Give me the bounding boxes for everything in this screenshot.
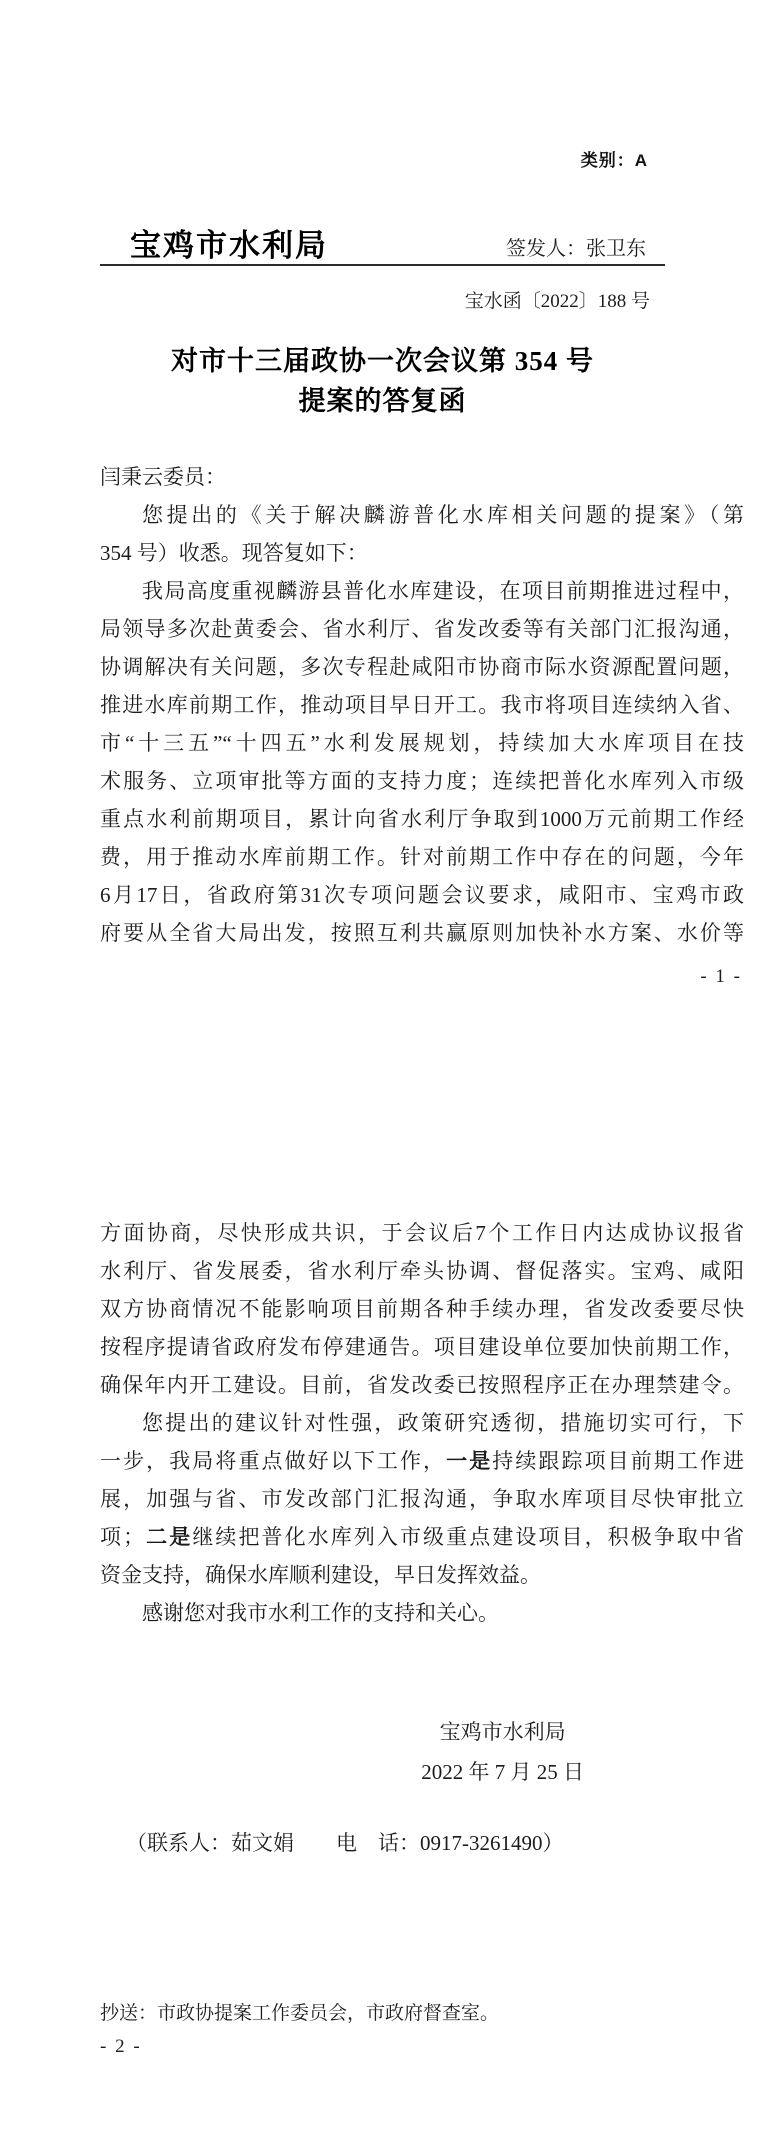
body-text: 资金支持，确保水库顺利建设，早日发挥效益。 [100,1563,541,1587]
title-line-1: 对市十三届政协一次会议第 354 号 [171,346,594,376]
document-number: 宝水函〔2022〕188 号 [464,291,650,312]
title-line-2: 提案的答复函 [298,386,467,416]
body-text: 市“十三五”“十四五”水利发展规划，持续加大水库项目在技 [100,731,744,755]
body-text: 我局高度重视麟游县普化水库建设，在项目前期推进过程中， [142,579,744,603]
body-text: 协调解决有关问题，多次专程赴咸阳市协商市际水资源配置问题， [100,655,744,679]
body-line [100,762,744,800]
body-line [100,876,744,914]
cc-line: 抄送：市政协提案工作委员会，市政府督查室。 [100,2003,500,2024]
signature-agency: 宝鸡市水利局 [439,1720,566,1744]
body-text: 感谢您对我市水利工作的支持和关心。 [142,1601,499,1625]
body-line [100,1594,744,1632]
body-text: 方面协商，尽快形成共识，于会议后7个工作日内达成协议报省 [100,1221,744,1245]
body-text: 一步，我局将重点做好以下工作， [100,1449,447,1473]
category-label: 类别：A [580,151,648,170]
body-line [100,1404,744,1442]
body-text: 展，加强与省、市发改部门汇报沟通，争取水库项目尽快审批立 [100,1487,744,1511]
document-title [100,341,665,421]
issuer-label: 签发人：张卫东 [506,238,646,260]
page1-number: - 1 - [700,966,742,987]
page2-number: - 2 - [100,2036,142,2057]
body-line [100,534,744,572]
body-line [100,1328,744,1366]
body-line [100,572,744,610]
body-line [100,838,744,876]
contact-line: （联系人：茹文娟 电 话：0917-3261490） [126,1831,564,1855]
agency-name: 宝鸡市水利局 [130,228,328,263]
body-text: 持续跟踪项目前期工作进 [492,1449,744,1473]
body-text: 按程序提请省政府发布停建通告。项目建设单位要加快前期工作， [100,1335,744,1359]
body-text: 术服务、立项审批等方面的支持力度；连续把普化水库列入市级 [100,769,744,793]
page2-body [100,1214,744,1632]
body-line [100,1252,744,1290]
body-line [100,1366,744,1404]
signature-block [421,1712,584,1792]
signature-date: 2022 年 7 月 25 日 [421,1760,584,1784]
body-text: 闫秉云委员： [100,465,226,489]
emphasis-text: 一是 [446,1449,493,1473]
body-line [100,686,744,724]
body-line [100,610,744,648]
body-line [100,496,744,534]
header-rule [100,264,665,266]
body-text: 继续把普化水库列入市级重点建设项目，积极争取中省 [192,1525,744,1549]
body-line [100,1556,744,1594]
body-line [100,1214,744,1252]
body-text: 局领导多次赴黄委会、省水利厅、省发改委等有关部门汇报沟通， [100,617,744,641]
body-line [100,724,744,762]
body-text: 府要从全省大局出发，按照互利共赢原则加快补水方案、水价等 [100,921,744,945]
body-line [100,1480,744,1518]
body-text: 您提出的建议针对性强，政策研究透彻，措施切实可行，下 [142,1411,744,1435]
body-text: 双方协商情况不能影响项目前期各种手续办理，省发改委要尽快 [100,1297,744,1321]
body-line [100,1290,744,1328]
body-text: 6月17日，省政府第31次专项问题会议要求，咸阳市、宝鸡市政 [100,883,744,907]
body-text: 354 号）收悉。现答复如下： [100,541,368,565]
body-text: 重点水利前期项目，累计向省水利厅争取到1000万元前期工作经 [100,807,744,831]
emphasis-text: 二是 [144,1525,193,1549]
body-text: 水利厅、省发展委，省水利厅牵头协调、督促落实。宝鸡、咸阳 [100,1259,744,1283]
page1-body [100,458,744,952]
body-text: 您提出的《关于解决麟游普化水库相关问题的提案》（第 [142,503,744,527]
body-line [100,1442,744,1480]
body-text: 推进水库前期工作，推动项目早日开工。我市将项目连续纳入省、 [100,693,744,717]
body-line [100,458,744,496]
body-text: 费，用于推动水库前期工作。针对前期工作中存在的问题，今年 [100,845,744,869]
body-text: 确保年内开工建设。目前，省发改委已按照程序正在办理禁建令。 [100,1373,744,1397]
body-line [100,914,744,952]
body-text: 项； [100,1525,145,1549]
body-line [100,1518,744,1556]
body-line [100,648,744,686]
body-line [100,800,744,838]
